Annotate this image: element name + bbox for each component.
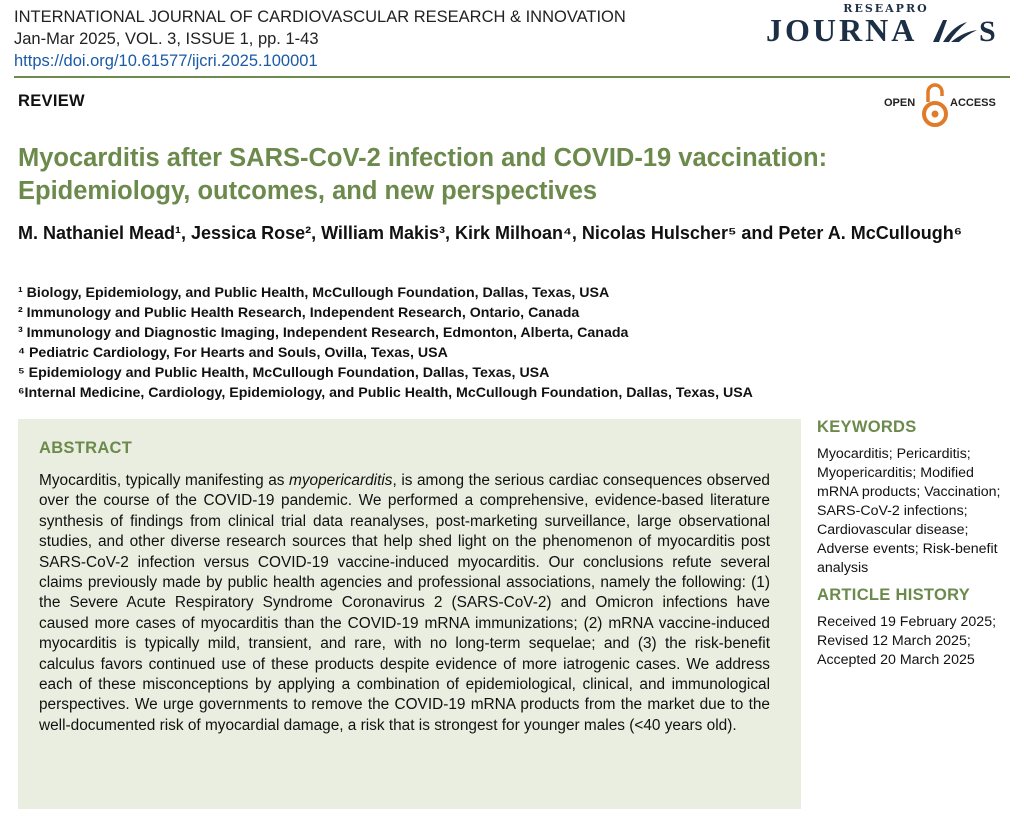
open-access-badge — [884, 82, 1008, 130]
abstract-text — [39, 471, 770, 736]
affiliation-item: ⁶Internal Medicine, Cardiology, Epidemiology, and Public Health, McCullough Foundation, Dallas, Texas, USA — [18, 385, 753, 401]
logo-leaves-icon — [931, 16, 1006, 44]
svg-text:S: S — [979, 16, 996, 44]
journal-issue: Jan-Mar 2025, VOL. 3, ISSUE 1, pp. 1-43 — [14, 30, 319, 48]
doi-link[interactable]: https://doi.org/10.61577/ijcri.2025.100001 — [14, 52, 318, 70]
journal-name: INTERNATIONAL JOURNAL OF CARDIOVASCULAR RESEARCH & INNOVATION — [14, 8, 626, 26]
open-label: OPEN — [884, 97, 916, 109]
open-access-lock-icon — [922, 82, 948, 130]
affiliation-item: ² Immunology and Public Health Research, Independent Research, Ontario, Canada — [18, 305, 580, 321]
abstract-box — [18, 419, 801, 809]
logo-small-text: RESEAPRO — [843, 2, 929, 15]
access-label: ACCESS — [950, 97, 996, 109]
affiliation-item: ⁴ Pediatric Cardiology, For Hearts and Souls, Ovilla, Texas, USA — [18, 345, 448, 361]
affiliation-list — [18, 283, 753, 403]
journal-info — [14, 6, 626, 72]
article-type-label: REVIEW — [18, 92, 85, 110]
article-sidebar — [817, 418, 1017, 670]
keywords-text: Myocarditis; Pericarditis; Myopericarditis; Modified mRNA products; Vaccination; SARS-CoV-2 infections; Cardiovascular disease; Adverse events; Risk-benefit analysis — [817, 446, 1001, 576]
abstract-text-start: Myocarditis, typically manifesting as — [39, 472, 289, 489]
header-divider — [14, 76, 1010, 78]
abstract-italic-term: myopericarditis — [289, 472, 393, 489]
article-history-dates — [817, 613, 1017, 670]
article-history-heading: ARTICLE HISTORY — [817, 586, 971, 604]
abstract-text-rest: , is among the serious cardiac consequences observed over the course of the COVID-19 pandemic. We performed a comprehensive, evidence-based literature synthesis of findings from clinical trial data reanalyses, post-marketing surveillance, large observational studies, and other diverse research sources that help shed light on the phenomenon of myocarditis post SARS-CoV-2 infection versus COVID-19 vaccine-induced myocarditis. Our conclusions refute several claims previously made by public health agencies and professional associations, namely the following: (1) the Severe Acute Respiratory Syndrome Coronavirus 2 (SARS-CoV-2) and Omicron infections have caused more cases of myocarditis than the COVID-19 mRNA immunizations; (2) mRNA vaccine-induced myocarditis is typically mild, transient, and rare, with no long-term sequelae; and (3) the risk-benefit calculus favors continued use of these products despite evidence of more iatrogenic cases. We address each of these misconceptions by applying a combination of epidemiological, clinical, and immunological perspectives. We urge governments to remove the COVID-19 mRNA products from the market due to the well-documented risk of myocardial damage, a risk that is strongest for younger males (<40 years old). — [39, 472, 770, 734]
abstract-heading: ABSTRACT — [39, 439, 133, 457]
reseapro-journals-logo — [766, 0, 1006, 46]
keywords-heading: KEYWORDS — [817, 418, 917, 436]
history-revised: Revised 12 March 2025; — [817, 633, 971, 649]
author-list: M. Nathaniel Mead¹, Jessica Rose², William Makis³, Kirk Milhoan⁴, Nicolas Hulscher⁵ and Peter A. McCullough⁶ — [18, 223, 963, 243]
affiliation-item: ⁵ Epidemiology and Public Health, McCullough Foundation, Dallas, Texas, USA — [18, 365, 550, 381]
affiliation-item: ¹ Biology, Epidemiology, and Public Health, McCullough Foundation, Dallas, Texas, USA — [18, 285, 610, 301]
history-received: Received 19 February 2025; — [817, 614, 997, 630]
history-accepted: Accepted 20 March 2025 — [817, 652, 975, 668]
affiliation-item: ³ Immunology and Diagnostic Imaging, Independent Research, Edmonton, Alberta, Canada — [18, 325, 629, 341]
logo-big-text: JOURNA — [766, 12, 918, 48]
article-title: Myocarditis after SARS-CoV-2 infection and COVID-19 vaccination: Epidemiology, outcomes, and new perspectives — [18, 144, 828, 205]
